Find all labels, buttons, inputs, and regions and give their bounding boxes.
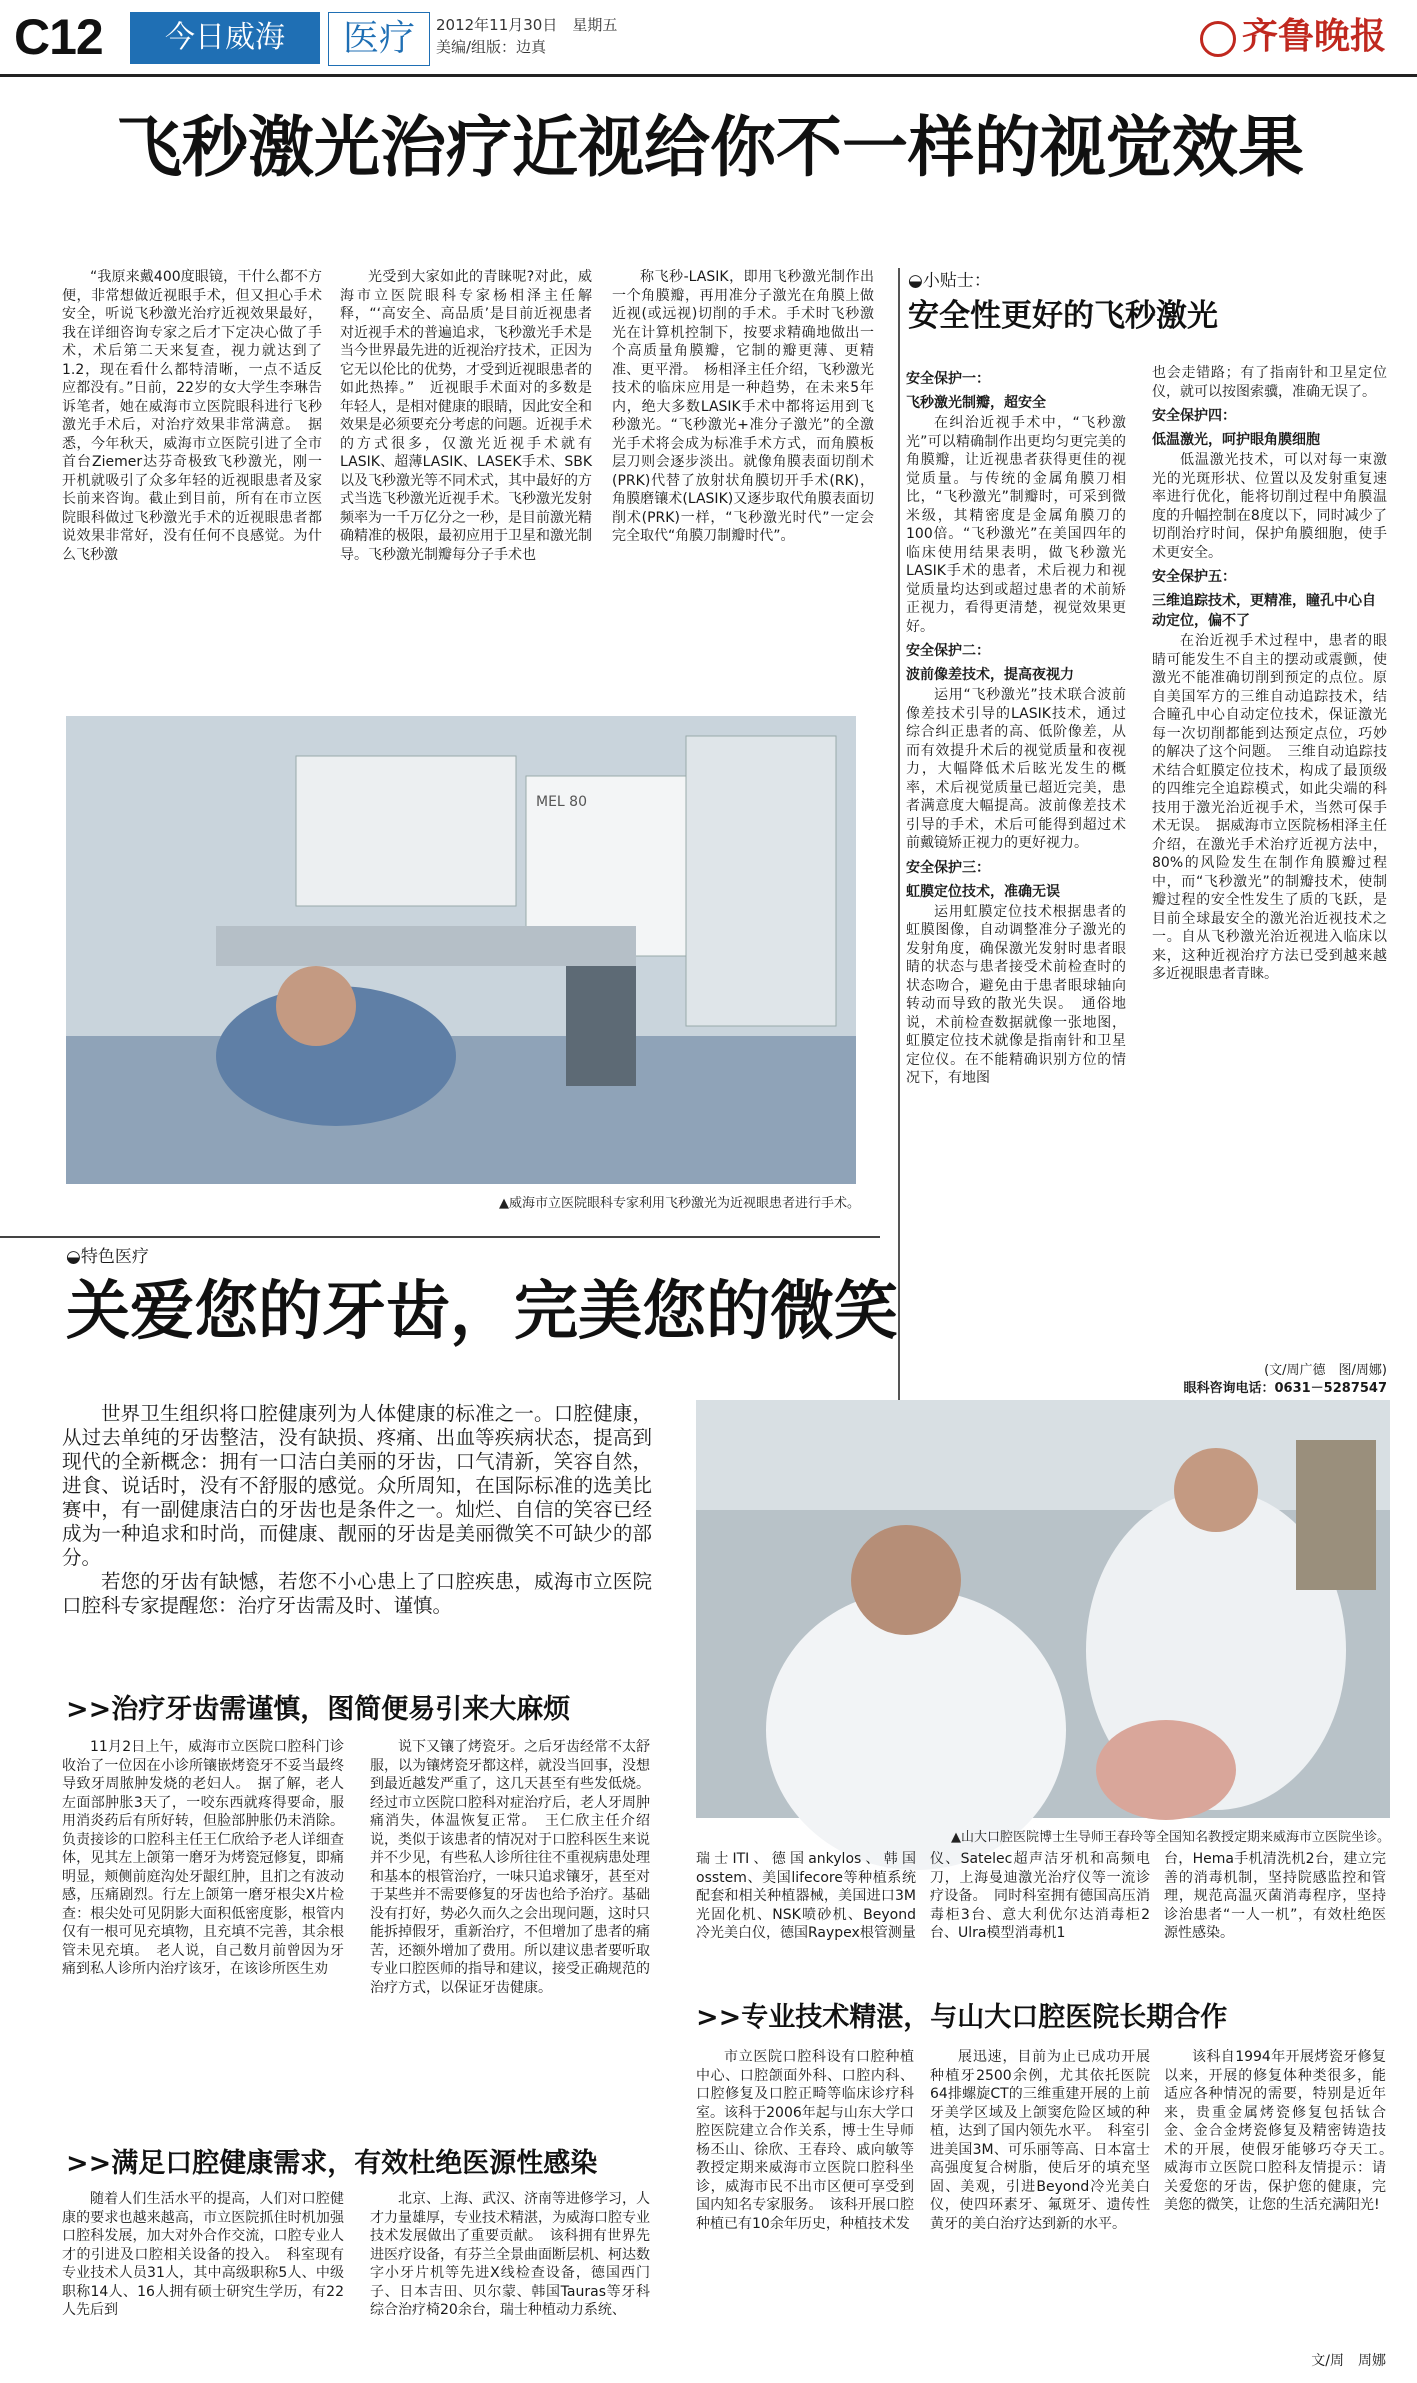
laser-surgery-photo — [66, 716, 856, 1184]
article2-sub3-col2: 展迅速，目前为止已成功开展种植牙2500余例，尤其依托医院64排螺旋CT的三维重建开展的上前牙美学区域及上颌窦危险区域的种植，达到了国内领先水平。 科室引进美国3M、可乐丽等高、日本富士高强度复合树脂，使后牙的填充坚固、美观，引进Beyond冷光美白仪，使四环素牙、氟斑牙、遗传性黄牙的美白治疗达到新的水平。 — [930, 2049, 1150, 2232]
tip-3-text: 运用虹膜定位技术根据患者的虹膜图像，自动调整准分子激光的发射角度，确保激光发射时患者眼睛的状态与患者接受术前检查时的状态吻合，避免由于患者眼球轴向转动而导致的散光失误。 通俗地说，术前检查数据就像一张地图，虹膜定位技术就像是指南针和卫星定位仪。在不能精确识别方位的情况下，有地图 — [906, 903, 1126, 1086]
logo-icon — [1200, 21, 1236, 57]
article2-subhead-1: >>治疗牙齿需谨慎，图简便易引来大麻烦 — [66, 1694, 571, 1725]
article2-headline: 关爱您的牙齿，完美您的微笑 — [66, 1275, 898, 1349]
sidebar-col1 — [906, 364, 1126, 1394]
circle-icon: ◒ — [66, 1247, 81, 1267]
sidebar-hotline: 眼科咨询电话：0631－5287547 — [1183, 1381, 1387, 1396]
article2-intro-p2: 若您的牙齿有缺憾，若您不小心患上了口腔疾患，威海市立医院口腔科专家提醒您：治疗牙齿需及时、谨慎。 — [62, 1570, 652, 1617]
article2-sub3-col3: 该科自1994年开展烤瓷牙修复以来，开展的修复体种类很多，能适应各种情况的需要，特别是近年来，贵重金属烤瓷修复包括钛合金、金合金烤瓷修复及精密铸造技术的开展，使假牙能够巧夺天工。 威海市立医院口腔科友情提示：请关爱您的牙齿，保护您的健康，完美您的微笑，让您的生活充满阳光! — [1164, 2049, 1400, 2213]
sidebar-byline: (文/周广德 图/周娜) — [1264, 1363, 1387, 1378]
section-rule — [0, 1236, 880, 1238]
tip-5-heading: 安全保护五： — [1152, 569, 1236, 585]
article2-intro-p1: 世界卫生组织将口腔健康列为人体健康的标准之一。口腔健康，从过去单纯的牙齿整洁，没有缺损、疼痛、出血等疾病状态，提高到现代的全新概念：拥有一口洁白美丽的牙齿，口气清新，笑容自然，进食、说话时，没有不舒服的感觉。众所周知，在国际标准的选美比赛中，有一副健康洁白的牙齿也是条件之一。灿烂、自信的笑容已经成为一种追求和时尚，而健康、靓丽的牙齿是美丽微笑不可缺少的部分。 — [62, 1402, 652, 1569]
tip-2-text: 运用“飞秒激光”技术联合波前像差技术引导的LASIK技术，通过综合纠正患者的高、低阶像差，从而有效提升术后的视觉质量和夜视力，大幅降低术后眩光发生的概率，术后视觉质量已超近完美，患者满意度大幅提高。波前像差技术引导的手术，术后可能得到超过术前戴镜矫正视力的更好视力。 — [906, 687, 1126, 851]
article2-kicker-text: 特色医疗 — [80, 1247, 149, 1267]
issue-date: 2012年11月30日 星期五 — [436, 16, 618, 34]
article1-col3: 称飞秒-LASIK，即用飞秒激光制作出一个角膜瓣，再用准分子激光在角膜上做近视(或远视)切削的手术。手术时飞秒激光在计算机控制下，按要求精确地做出一个高质量角膜瓣，它制的瓣更薄、更精准、更平滑。 杨相泽主任介绍，飞秒激光技术的临床应用是一种趋势，在未来5年内，绝大多数LASIK手术中都将运用到飞秒激光。“飞秒激光+准分子激光”的全激光手术将会成为标准手术方式，而角膜板层刀则会逐步淡出。就像角膜表面切削术(PRK)代替了放射状角膜切开手术(RK)，角膜磨镶术(LASIK)又逐步取代角膜表面切削术(PRK)一样，“飞秒激光时代”一定会完全取代“角膜刀制瓣时代”。 — [612, 269, 874, 544]
tip-1 — [906, 368, 1126, 636]
article2-byline: 文/周 周娜 — [1311, 2353, 1386, 2369]
editor-credit: 美编/组版：边真 — [436, 38, 547, 56]
tip-2-subheading: 波前像差技术，提高夜视力 — [906, 667, 1074, 683]
circle-icon: ◒ — [908, 271, 923, 291]
tip-3-heading: 安全保护三： — [906, 859, 990, 876]
article2-sub2-col1: 随着人们生活水平的提高，人们对口腔健康的要求也越来越高，市立医院抓住时机加强口腔科发展，加大对外合作交流，口腔专业人才的引进及口腔相关设备的投入。 科室现有专业技术人员31人，其中高级职称5人、中级职称14人、16人拥有硕士研究生学历，有22人先后到 — [62, 2191, 344, 2318]
tip-3-subheading: 虹膜定位技术，准确无误 — [906, 883, 1060, 900]
tip-5-subheading: 三维追踪技术，更精准，瞳孔中心自动定位，偏不了 — [1152, 593, 1376, 629]
tip-1-heading: 安全保护一： — [906, 371, 990, 387]
article1-col1: “我原来戴400度眼镜，干什么都不方便，非常想做近视眼手术，但又担心手术安全，听说飞秒激光治疗近视效果最好，我在详细咨询专家之后才下定决心做了手术，术后第二天来复查，视力就达到了1.2，现在看什么都特清晰，一点不适反应都没有。”日前，22岁的女大学生李琳告诉笔者，她在威海市立医院眼科进行飞秒激光手术后，对治疗效果非常满意。 据悉，今年秋天，威海市立医院引进了全市首台Ziemer达芬奇极致飞秒激光，刚一开机就吸引了众多年轻的近视眼患者及家长前来咨询。截止到目前，所有在市立医院眼科做过飞秒激光手术的近视眼患者都说效果非常好，没有任何不良感觉。为什么飞秒激 — [62, 269, 322, 563]
article2-sub1-col2: 说下又镶了烤瓷牙。之后牙齿经常不太舒服，以为镶烤瓷牙都这样，就没当回事，没想到最近越发严重了，这几天甚至有些发低烧。经过市立医院口腔科对症治疗后，老人牙周肿痛消失，体温恢复正常。 王仁欣主任介绍说，类似于该患者的情况对于口腔科医生来说并不少见，有些私人诊所往往不重视病患处理和基本的根管治疗，一味只追求镶牙，甚至对于某些并不需要修复的牙齿也给予治疗。基础没有打好，势必久而久之会出现问题，这时只能拆掉假牙，重新治疗，不但增加了患者的痛苦，还额外增加了费用。所以建议患者要听取专业口腔医师的指导和建议，接受正确规范的治疗方式，以保证牙齿健康。 — [370, 1739, 650, 1996]
article1-caption: ▲威海市立医院眼科专家利用飞秒激光为近视眼患者进行手术。 — [499, 1196, 860, 1211]
article2-subhead-2: >>满足口腔健康需求，有效杜绝医源性感染 — [66, 2148, 598, 2179]
article2-intro — [62, 1402, 652, 1618]
article2-kicker — [66, 1242, 149, 1267]
sidebar-col2-lead: 也会走错路；有了指南针和卫星定位仪，就可以按图索骥，准确无误了。 — [1152, 365, 1387, 400]
sidebar-title: 安全性更好的飞秒激光 — [908, 298, 1218, 334]
page-tag: 今日威海 — [130, 12, 320, 64]
tip-5-text: 在治近视手术过程中，患者的眼睛可能发生不自主的摆动或震颤，使激光不能准确切削到预定的点位。原自美国军方的三维自动追踪技术，结合瞳孔中心自动定位技术，保证激光每一次切削都能到达预定点位，巧妙的解决了这个问题。 三维自动追踪技术结合虹膜定位技术，构成了最顶级的四维完全追踪模式，如此尖端的科技用于激光治近视手术，当然可保手术无误。 据威海市立医院杨相泽主任介绍，在激光手术治疗近视方法中，80%的风险发生在制作角膜瓣过程中，而“飞秒激光”的制瓣技术，使制瓣过程的安全性发生了质的飞跃，是目前全球最安全的激光治近视技术之一。自从飞秒激光治近视进入临床以来，这种近视治疗方法已受到越来越多近视眼患者青睐。 — [1152, 633, 1387, 982]
newspaper-logo — [1200, 8, 1386, 59]
logo-text: 齐鲁晚报 — [1242, 15, 1387, 57]
tip-1-subheading: 飞秒激光制瓣，超安全 — [906, 395, 1046, 411]
dental-exam-illustration — [696, 1400, 1390, 1818]
sidebar-kicker-text: 小贴士： — [922, 271, 991, 291]
article2-mid-col3: 台，Hema手机清洗机2台，建立完善的消毒机制，坚持院感监控和管理，规范高温灭菌消毒程序，坚持诊治患者“一人一机”，有效杜绝医源性感染。 — [1164, 1851, 1386, 1941]
sidebar-credits — [1152, 1362, 1387, 1398]
section-label: 医疗 — [328, 12, 430, 66]
article1-col2: 光受到大家如此的青睐呢?对此，威海市立医院眼科专家杨相泽主任解释，“‘高安全、高品质’是目前近视患者对近视手术的普遍追求，飞秒激光手术是当今世界最先进的近视治疗技术，正因为它无以伦比的优势，才受到近视眼患者的如此热捧。” 近视眼手术面对的多数是年轻人，是相对健康的眼睛，因此安全和效果是必须要充分考虑的问题。近视手术的方式很多，仅激光近视手术就有LASIK、超薄LASIK、LASEK手术、SBK以及飞秒激光等不同术式，其中最好的方式当选飞秒激光近视手术。飞秒激光发射频率为一千万亿分之一秒，是目前激光精确精准的极限，最初应用于卫星和激光制导。飞秒激光制瓣每分子手术也 — [340, 269, 592, 563]
sidebar-kicker — [908, 266, 991, 291]
machine-label: MEL 80 — [536, 794, 587, 810]
article1-headline: 飞秒激光治疗近视给你不一样的视觉效果 — [116, 109, 1304, 186]
article2-sub2-col2: 北京、上海、武汉、济南等进修学习，人才力量雄厚，专业技术精湛，为威海口腔专业技术发展做出了重要贡献。 该科拥有世界先进医疗设备，有芬兰全景曲面断层机、柯达数字小牙片机等先进X线检查设备，德国西门子、日本吉田、贝尔蒙、韩国Tauras等牙科综合治疗椅20余台，瑞士种植动力系统、 — [370, 2191, 650, 2318]
tip-2 — [906, 640, 1126, 853]
tip-5 — [1152, 566, 1387, 984]
sidebar-divider — [898, 268, 900, 1408]
tip-3 — [906, 857, 1126, 1088]
tip-4 — [1152, 405, 1387, 562]
article2-mid-col2: 仪、Satelec超声洁牙机和高频电刀，上海曼迪激光治疗仪等一流诊疗设备。 同时科室拥有德国高压消毒柜3台、意大利优尔达消毒柜2台、Ulra模型消毒机1 — [930, 1851, 1150, 1941]
article2-sub1-col1: 11月2日上午，威海市立医院口腔科门诊收治了一位因在小诊所镶嵌烤瓷牙不妥当最终导致牙周脓肿发烧的老妇人。 据了解，老人左面部肿胀3天了，一咬东西就疼得要命，服用消炎药后有所好转，但脸部肿胀仍未消除。负责接诊的口腔科主任王仁欣给予老人详细查体，见其左上颌第一磨牙为烤瓷冠修复，即痛明显，颊侧前庭沟处牙龈红肿，且扪之有波动感，压痛剧烈。行左上颌第一磨牙根尖X片检查：根尖处可见阴影大面积低密度影，根管内仅有一根可见充填物，且充填不完善，其余根管未见充填。 老人说，自己数月前曾因为牙痛到私人诊所内治疗该牙，在该诊所医生劝 — [62, 1739, 344, 1977]
tip-4-heading: 安全保护四： — [1152, 408, 1236, 424]
article2-subhead-3: >>专业技术精湛，与山大口腔医院长期合作 — [696, 2002, 1228, 2033]
header-rule — [0, 74, 1417, 77]
sidebar-col2 — [1152, 364, 1387, 1364]
article2-caption: ▲山大口腔医院博士生导师王春玲等全国知名教授定期来威海市立医院坐诊。 — [951, 1830, 1390, 1845]
tip-4-text: 低温激光技术，可以对每一束激光的光斑形状、位置以及发射重复速率进行优化，能将切削过程中角膜温度的升幅控制在8度以下，同时减少了切削治疗时间，保护角膜细胞，使手术更安全。 — [1152, 452, 1387, 561]
dental-exam-photo — [696, 1400, 1390, 1818]
tip-1-text: 在纠治近视手术中，“飞秒激光”可以精确制作出更均匀更完美的角膜瓣，让近视患者获得更佳的视觉质量。与传统的金属角膜刀相比，“飞秒激光”制瓣时，可采到微米级，其精密度是金属角膜刀的100倍。“飞秒激光”在美国四年的临床使用结果表明，做飞秒激光LASIK手术的患者，术后视力和视觉质量均达到或超过患者的术前矫正视力，看得更清楚，视觉效果更好。 — [906, 415, 1126, 635]
tip-4-subheading: 低温激光，呵护眼角膜细胞 — [1152, 432, 1320, 448]
article2-sub3-col1: 市立医院口腔科设有口腔种植中心、口腔颌面外科、口腔内科、口腔修复及口腔正畸等临床诊疗科室。该科于2006年起与山东大学口腔医院建立合作关系，博士生导师杨丕山、徐欣、王春玲、戚向敏等教授定期来威海市立医院口腔科坐诊，威海市民不出市区便可享受到国内知名专家服务。 该科开展口腔种植已有10余年历史，种植技术发 — [696, 2049, 914, 2232]
article2-mid-col1: 瑞士ITI、德国ankylos、韩国osstem、美国lifecore等种植系统配套和相关种植器械，美国进口3M光固化机、NSK喷砂机、Beyond冷光美白仪，德国Raypex根管测量 — [696, 1851, 916, 1941]
date-editor — [436, 14, 617, 58]
page-number: C12 — [14, 9, 103, 65]
laser-surgery-illustration — [66, 716, 856, 1184]
tip-2-heading: 安全保护二： — [906, 643, 990, 659]
